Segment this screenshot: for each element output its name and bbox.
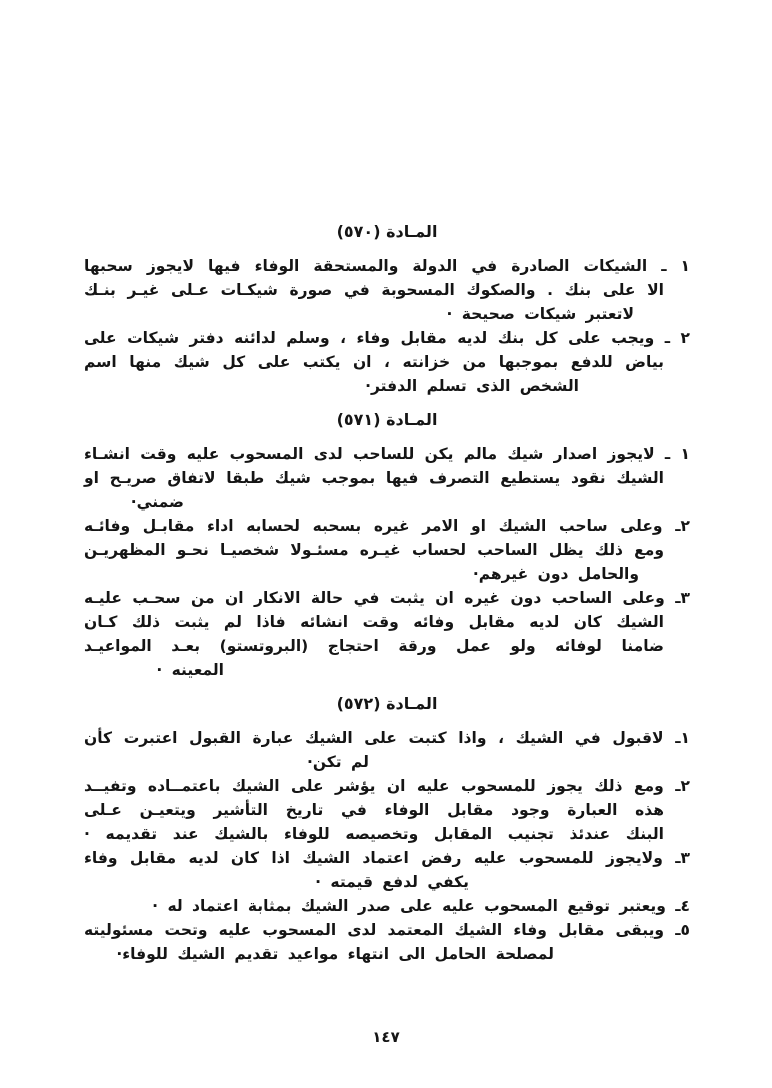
article-item [84,326,690,398]
item-number: ١ ـ [654,445,690,463]
article [84,694,690,966]
item-number: ٤ـ [665,897,690,915]
article-item [84,254,690,326]
text-line: البنك عندئذ تجنيب المقابل وتخصيصه للوفاء بالشيك عند تقديمه · [84,825,664,843]
text-line: لمصلحة الحامل الى انتهاء مواعيد تقديم الشيك للوفاء· [116,945,554,963]
article-item [84,442,690,514]
text-line: ومع ذلك يظل الساحب لحساب غيـره مسئـولا شخصيـا نحـو المظهريـن [84,541,664,559]
item-number: ٥ـ [664,921,690,939]
text-line: لاتعتبر شيكات صحيحة · [446,305,634,323]
article-title: المـادة (٥٧١) [336,410,438,429]
text-line: ٢ـ ومع ذلك يجوز للمسحوب عليه ان يؤشر على الشيك باعتمــاده وتفيــد [84,777,690,795]
item-number: ٣ـ [662,849,691,867]
article-item [84,514,690,586]
text-line: ٤ـ ويعتبر توقيع المسحوب عليه على صدر الشيك بمثابة اعتماد له · [152,897,690,915]
text-line: هذه العبارة وجود مقابل الوفاء في تاريخ التأشير ويتعيـن عـلى [84,801,664,819]
article-item [84,586,690,682]
item-number: ٢ ـ [654,329,691,347]
text-line: ١ ـ لايجوز اصدار شيك مالم يكن للساحب لدى المسحوب عليه وقت انشـاء [84,445,690,463]
page-number: ١٤٧ [372,1028,400,1046]
text-line: يكفي لدفع قيمته · [315,873,469,891]
text-line: ٣ـ وعلى الساحب دون غيره ان يثبت في حالة الانكار ان من سحـب عليـه [84,589,690,607]
text-line: بياض للدفع بموجبها من خزانته ، ان يكتب على كل شيك منها اسم [84,353,664,371]
text-line: ٥ـ ويبقى مقابل وفاء الشيك المعتمد لدى المسحوب عليه وتحت مسئوليته [84,921,690,939]
article-title: المـادة (٥٧٢) [336,694,438,713]
article [84,410,690,682]
text-line: لم تكن· [306,753,369,771]
article-item [84,774,690,846]
item-number: ٢ـ [663,777,690,795]
text-line: ٣ـ ولايجوز للمسحوب عليه رفض اعتماد الشيك اذا كان لديه مقابل وفاء [84,849,691,867]
text-line: الشيك نقود يستطيع التصرف فيها بموجب شيك طبقا لاتفاق صريـح او [84,469,664,487]
articles-container [84,222,690,966]
item-number: ١ـ [663,729,690,747]
article-item [84,726,690,774]
article-item [84,846,690,894]
text-line: ضمني· [130,493,184,511]
article [84,222,690,398]
item-number: ١ ـ [647,257,691,275]
text-line: الشخص الذى تسلم الدفتر· [365,377,579,395]
article-item [84,894,690,918]
text-line: ١ـ لاقبول في الشيك ، واذا كتبت على الشيك عبارة القبول اعتبرت كأن [84,729,690,747]
text-line: والحامل دون غيرهم· [472,565,639,583]
article-item [84,918,690,966]
text-line: الا على بنك . والصكوك المسحوبة في صورة شيكـات عـلى غيـر بنـك [84,281,664,299]
text-line: الشيك كان لديه مقابل وفائه وقت انشائه فاذا لم يثبت ذلك كـان [84,613,664,631]
item-number: ٣ـ [664,589,690,607]
article-title: المـادة (٥٧٠) [336,222,438,241]
text-line: ١ ـ الشيكات الصادرة في الدولة والمستحقة الوفاء فيها لايجوز سحبها [84,257,691,275]
text-line: ٢ـ وعلى ساحب الشيك او الامر غيره بسحبه لحسابه اداء مقابـل وفائـه [84,517,690,535]
text-line: المعينه · [156,661,224,679]
item-number: ٢ـ [662,517,690,535]
text-line: ضامنا لوفائه ولو عمل ورقة احتجاج (البروتستو) بعـد المواعيـد [84,637,664,655]
text-line: ٢ ـ ويجب على كل بنك لديه مقابل وفاء ، وسلم لدائنه دفتر شيكات على [84,329,691,347]
